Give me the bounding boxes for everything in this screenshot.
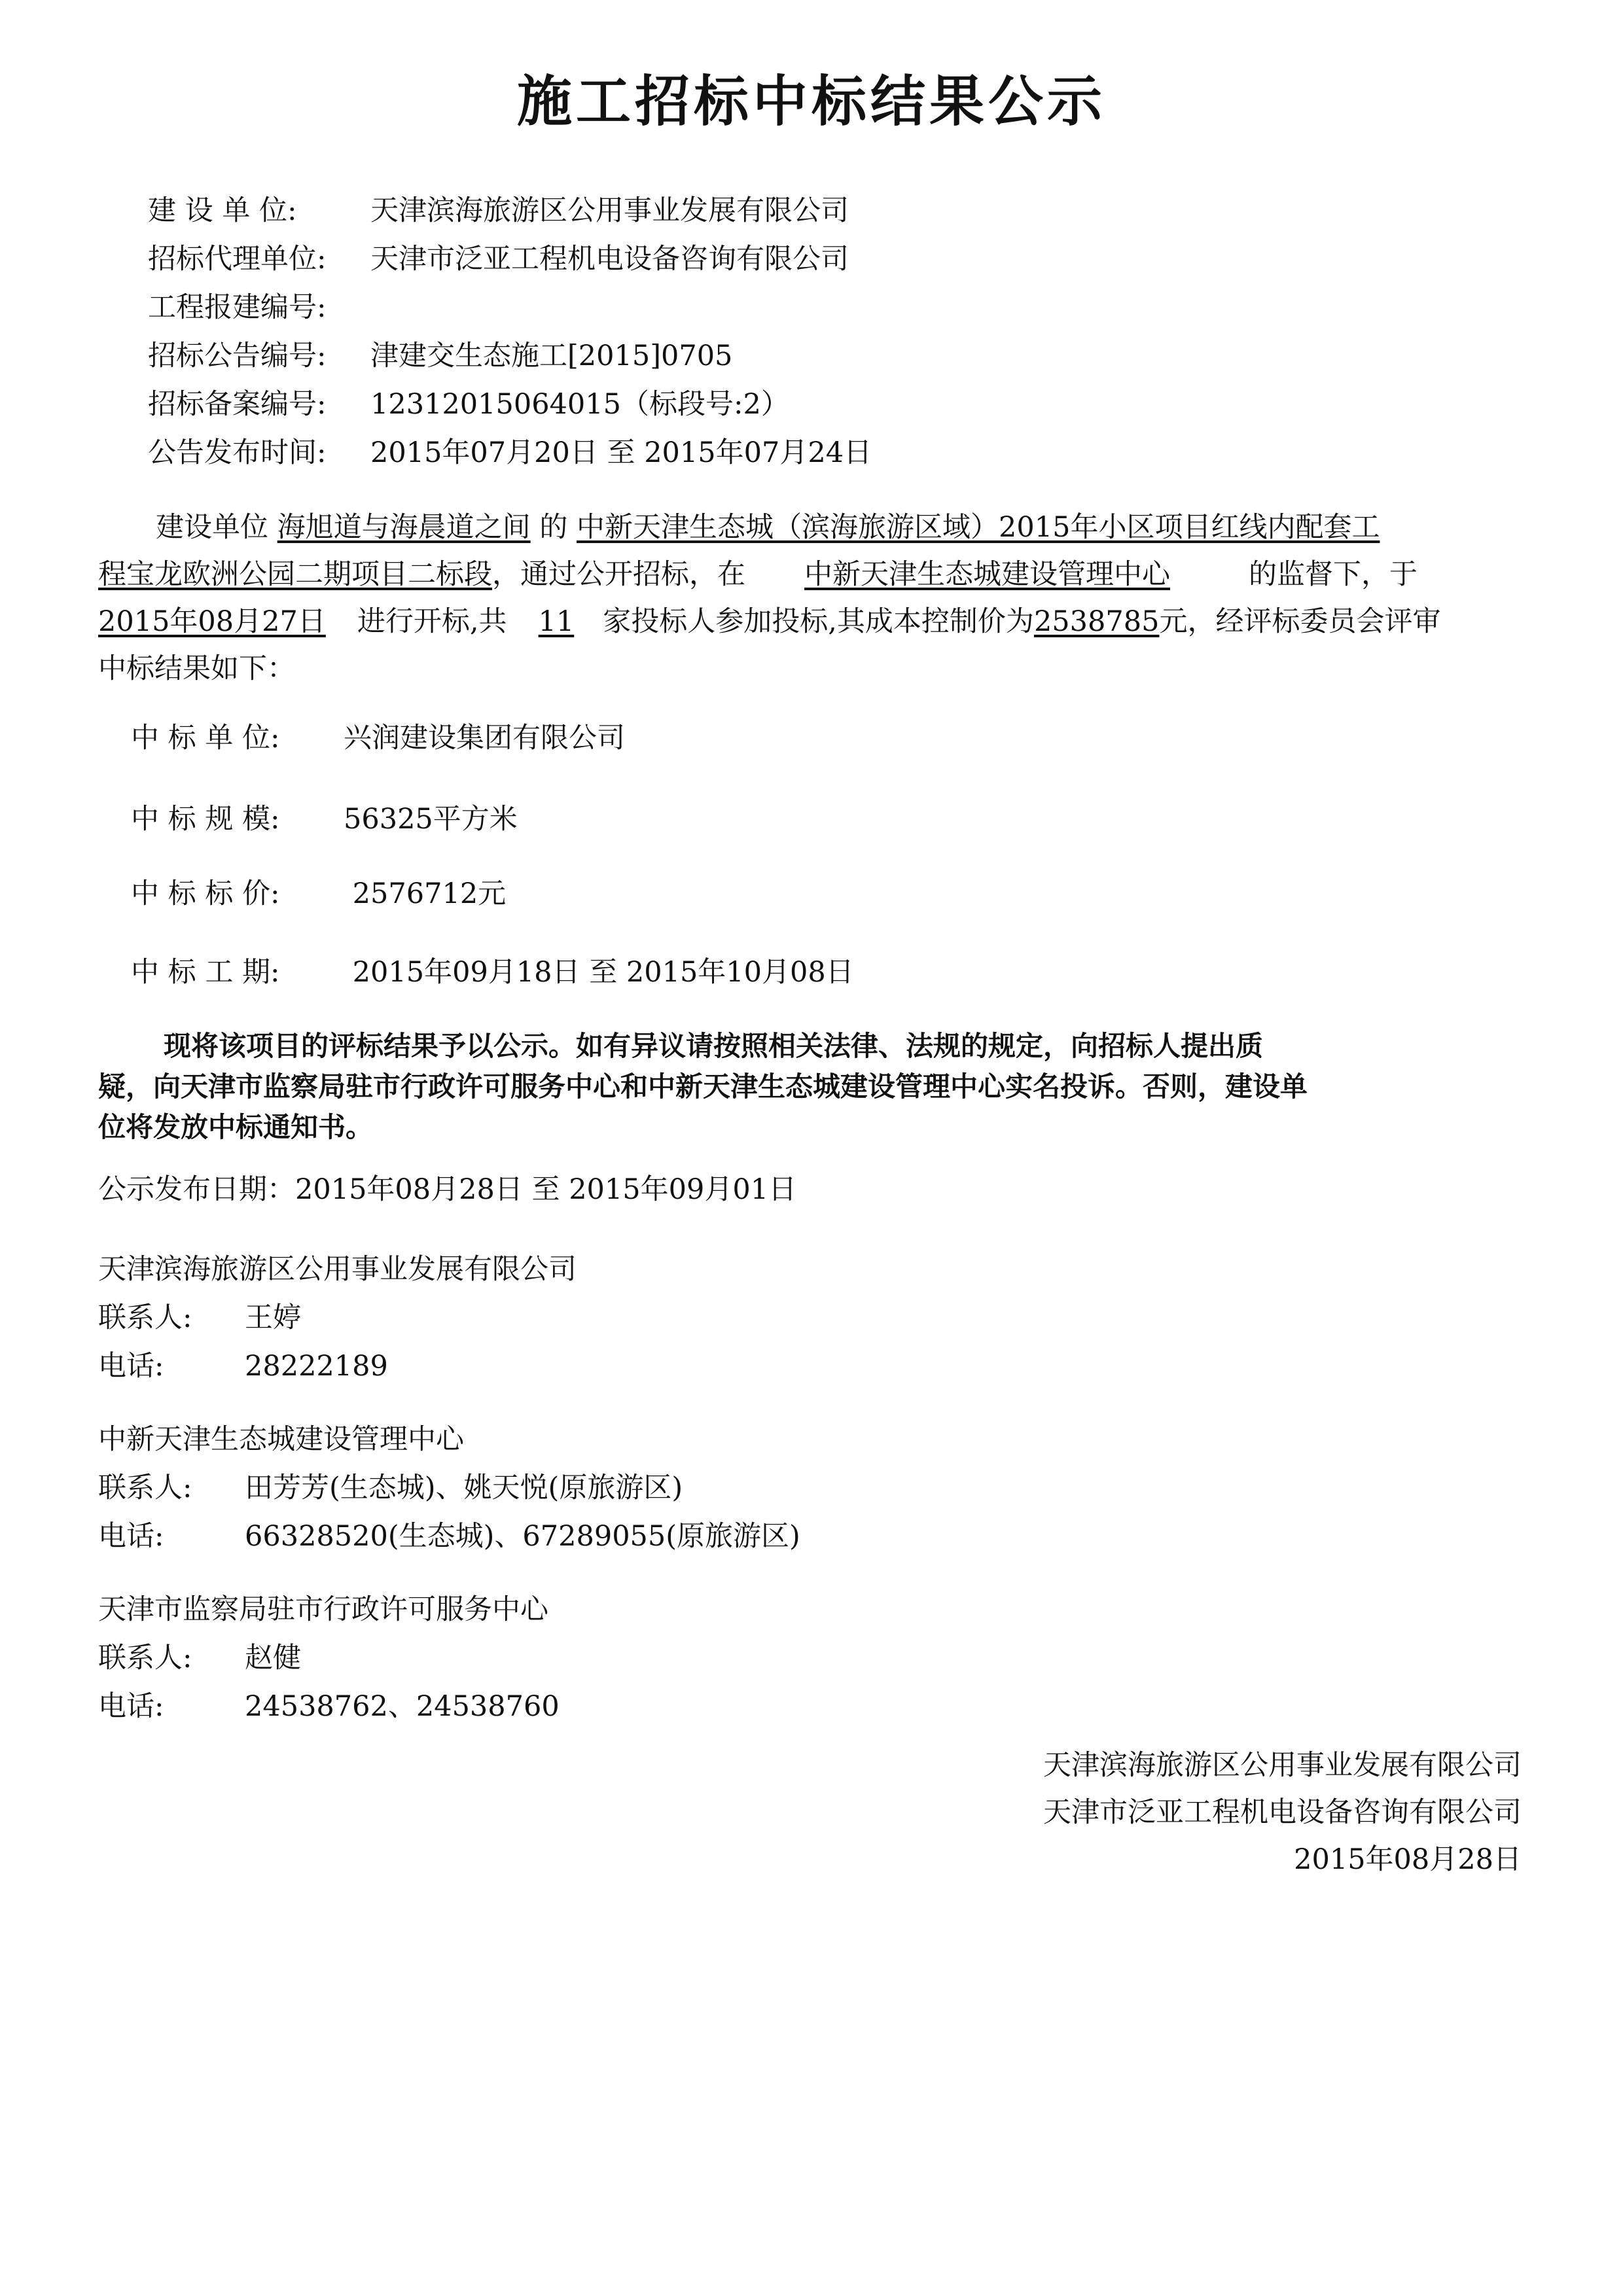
contact-phone: 66328520(生态城)、67289055(原旅游区): [245, 1520, 800, 1553]
project-location: 海旭道与海晨道之间: [277, 511, 531, 544]
intro-text: 进行开标,共: [357, 605, 507, 638]
intro-text: 建设单位: [156, 511, 277, 544]
contact-phone-label: 电话:: [98, 1690, 164, 1723]
bidder-count: 11: [538, 605, 575, 638]
info-value: 天津滨海旅游区公用事业发展有限公司: [370, 194, 849, 227]
objection-notice: [98, 1026, 1564, 1148]
contact-phone-row: [98, 1687, 560, 1726]
intro-text: ，通过公开招标，在: [492, 558, 745, 591]
contact-person-label: 联系人:: [98, 1301, 192, 1334]
award-value: 2576712元: [344, 877, 507, 910]
notice-line: 位将发放中标通知书。: [98, 1111, 374, 1143]
intro-text: 的监督下，于: [1249, 558, 1418, 591]
contact-phone: 28222189: [245, 1350, 388, 1383]
contact-phone-label: 电话:: [98, 1350, 164, 1383]
open-date: 2015年08月27日: [98, 605, 326, 638]
signature-org-2: 天津市泛亚工程机电设备咨询有限公司: [1043, 1796, 1522, 1829]
info-value: 天津市泛亚工程机电设备咨询有限公司: [370, 243, 849, 275]
info-value: 2015年07月20日 至 2015年07月24日: [370, 436, 872, 469]
contact-phone-row: [98, 1347, 388, 1386]
intro-text: 元，经评标委员会评审: [1159, 605, 1441, 638]
award-row-scale: [131, 800, 518, 839]
award-row-winner: [131, 718, 625, 758]
signature-org-1: 天津滨海旅游区公用事业发展有限公司: [1043, 1749, 1522, 1782]
contact-person-label: 联系人:: [98, 1642, 192, 1674]
info-label: 招标代理单位:: [148, 243, 327, 275]
intro-text: 中标结果如下：: [98, 652, 295, 685]
contact-org: 中新天津生态城建设管理中心: [98, 1423, 464, 1456]
intro-text: 家投标人参加投标,其成本控制价为: [603, 605, 1034, 638]
award-value: 2015年09月18日 至 2015年10月08日: [344, 956, 854, 989]
signature-date: 2015年08月28日: [1294, 1843, 1522, 1876]
contact-phone: 24538762、24538760: [245, 1690, 560, 1723]
info-label: 公告发布时间:: [148, 436, 327, 469]
contact-org: 天津滨海旅游区公用事业发展有限公司: [98, 1253, 577, 1286]
notice-line: 疑，向天津市监察局驻市行政许可服务中心和中新天津生态城建设管理中心实名投诉。否则，建设单: [98, 1070, 1308, 1103]
info-row-builder: [148, 191, 849, 230]
intro-line-4: [98, 649, 1571, 688]
intro-line-3: [98, 602, 1571, 641]
info-row-notice-number: [148, 336, 732, 376]
publish-period: 公示发布日期：2015年08月28日 至 2015年09月01日: [98, 1173, 797, 1206]
intro-line-2: [98, 555, 1571, 594]
info-value: 津建交生态施工[2015]0705: [370, 340, 733, 372]
award-label: 中 标 单 位:: [131, 722, 280, 754]
contact-org: 天津市监察局驻市行政许可服务中心: [98, 1593, 548, 1626]
award-label: 中 标 工 期:: [131, 956, 280, 989]
info-row-record-number: [148, 385, 789, 424]
info-label: 招标公告编号:: [148, 340, 327, 372]
info-row-agency: [148, 239, 849, 279]
award-value: 56325平方米: [344, 803, 518, 836]
info-label: 建 设 单 位:: [148, 194, 297, 227]
supervisor-org: 中新天津生态城建设管理中心: [804, 558, 1170, 591]
contact-person: 赵健: [245, 1642, 301, 1674]
project-name: 中新天津生态城（滨海旅游区域）2015年小区项目红线内配套工: [577, 511, 1380, 544]
intro-line-1: [98, 508, 1571, 547]
contact-person: 田芳芳(生态城)、姚天悦(原旅游区): [245, 1472, 683, 1504]
contact-person-label: 联系人:: [98, 1472, 192, 1504]
info-label: 工程报建编号:: [148, 291, 327, 324]
control-price: 2538785: [1033, 605, 1160, 638]
award-row-price: [131, 874, 506, 913]
notice-line: 现将该项目的评标结果予以公示。如有异议请按照相关法律、法规的规定，向招标人提出质: [164, 1030, 1264, 1062]
award-row-period: [131, 953, 854, 992]
award-value: 兴润建设集团有限公司: [344, 722, 625, 754]
contact-person: 王婷: [245, 1301, 301, 1334]
contact-person-row: [98, 1298, 301, 1337]
contact-phone-row: [98, 1517, 800, 1556]
contact-phone-label: 电话:: [98, 1520, 164, 1553]
info-value: 12312015064015（标段号:2）: [370, 388, 789, 421]
award-label: 中 标 标 价:: [131, 877, 280, 910]
award-label: 中 标 规 模:: [131, 803, 280, 836]
info-row-project-number: [148, 288, 370, 327]
info-row-publish-time: [148, 433, 872, 472]
intro-text: 的: [530, 511, 577, 544]
project-name-cont: 程宝龙欧洲公园二期项目二标段: [98, 558, 492, 591]
contact-person-row: [98, 1638, 301, 1678]
info-label: 招标备案编号:: [148, 388, 327, 421]
contact-person-row: [98, 1468, 683, 1508]
page-title: 施工招标中标结果公示: [516, 69, 1106, 133]
